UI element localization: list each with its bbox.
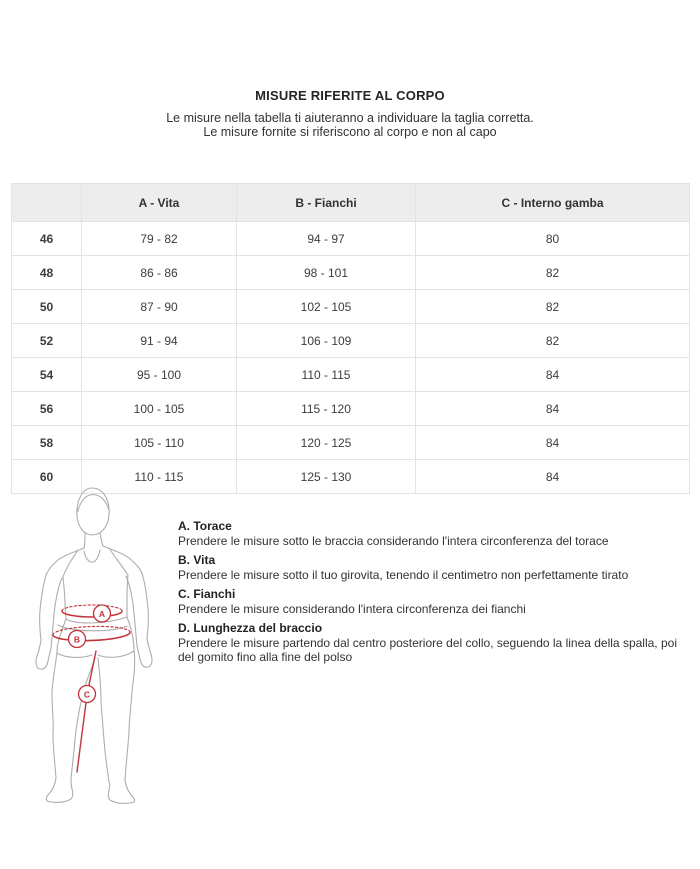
interno-gamba-cell: 82 xyxy=(416,290,690,324)
size-cell: 48 xyxy=(12,256,82,290)
vita-cell: 79 - 82 xyxy=(82,222,237,256)
table-row xyxy=(12,324,690,358)
guide-section-fianchi xyxy=(178,587,694,616)
size-cell: 52 xyxy=(12,324,82,358)
interno-gamba-cell: 82 xyxy=(416,256,690,290)
vita-cell: 100 - 105 xyxy=(82,392,237,426)
table-row xyxy=(12,392,690,426)
size-cell: 46 xyxy=(12,222,82,256)
subtitle-line-1: Le misure nella tabella ti aiuteranno a individuare la taglia corretta. xyxy=(166,111,534,125)
marker-b-label: B xyxy=(73,634,81,645)
guide-text: Prendere le misure considerando l'intera circonferenza dei fianchi xyxy=(178,602,526,616)
column-header-size xyxy=(12,184,82,222)
marker-c-label: C xyxy=(83,689,91,700)
vita-cell: 87 - 90 xyxy=(82,290,237,324)
size-cell: 54 xyxy=(12,358,82,392)
table-row xyxy=(12,256,690,290)
size-cell: 56 xyxy=(12,392,82,426)
page-title-text: MISURE RIFERITE AL CORPO xyxy=(255,88,445,103)
fianchi-cell: 120 - 125 xyxy=(237,426,416,460)
page-title xyxy=(0,88,700,103)
size-cell: 50 xyxy=(12,290,82,324)
page-header xyxy=(0,88,700,139)
size-table xyxy=(11,183,690,494)
fianchi-cell: 102 - 105 xyxy=(237,290,416,324)
interno-gamba-cell: 84 xyxy=(416,358,690,392)
fianchi-cell: 106 - 109 xyxy=(237,324,416,358)
guide-heading: D. Lunghezza del braccio xyxy=(178,621,323,635)
guide-heading: C. Fianchi xyxy=(178,587,236,601)
body-measurement-figure-icon xyxy=(30,482,160,812)
guide-section-vita xyxy=(178,553,694,582)
guide-text: Prendere le misure sotto il tuo girovita, tenendo il centimetro non perfettamente tirato xyxy=(178,568,629,582)
table-row xyxy=(12,222,690,256)
column-header-interno-gamba: C - Interno gamba xyxy=(416,184,690,222)
guide-text: Prendere le misure partendo dal centro posteriore del collo, seguendo la linea della spalla, poi del gomito fino alla fine del polso xyxy=(178,636,677,664)
guide-heading: A. Torace xyxy=(178,519,232,533)
table-row xyxy=(12,426,690,460)
interno-gamba-cell: 84 xyxy=(416,426,690,460)
marker-a-label: A xyxy=(98,608,106,619)
vita-cell: 105 - 110 xyxy=(82,426,237,460)
fianchi-cell: 94 - 97 xyxy=(237,222,416,256)
subtitle-line-2: Le misure fornite si riferiscono al corpo e non al capo xyxy=(203,125,497,139)
waist-ellipse-solid xyxy=(62,608,122,619)
column-header-fianchi: B - Fianchi xyxy=(237,184,416,222)
vita-cell: 95 - 100 xyxy=(82,358,237,392)
interno-gamba-cell: 84 xyxy=(416,460,690,494)
guide-section-lunghezza-braccio xyxy=(178,621,694,664)
size-cell: 60 xyxy=(12,460,82,494)
fianchi-cell: 115 - 120 xyxy=(237,392,416,426)
guide-heading: B. Vita xyxy=(178,553,216,567)
fianchi-cell: 98 - 101 xyxy=(237,256,416,290)
measurement-guide xyxy=(178,519,694,669)
waist-ellipse-dashed xyxy=(62,605,122,611)
interno-gamba-cell: 80 xyxy=(416,222,690,256)
size-cell: 58 xyxy=(12,426,82,460)
vita-cell: 110 - 115 xyxy=(82,460,237,494)
hips-ellipse-solid xyxy=(53,632,130,641)
interno-gamba-cell: 82 xyxy=(416,324,690,358)
vita-cell: 91 - 94 xyxy=(82,324,237,358)
guide-text: Prendere le misure sotto le braccia considerando l'intera circonferenza del torace xyxy=(178,534,609,548)
guide-section-torace xyxy=(178,519,694,548)
column-header-vita: A - Vita xyxy=(82,184,237,222)
inner-leg-line xyxy=(77,651,96,772)
fianchi-cell: 125 - 130 xyxy=(237,460,416,494)
interno-gamba-cell: 84 xyxy=(416,392,690,426)
table-row xyxy=(12,290,690,324)
vita-cell: 86 - 86 xyxy=(82,256,237,290)
fianchi-cell: 110 - 115 xyxy=(237,358,416,392)
table-header-row xyxy=(12,184,690,222)
table-row xyxy=(12,358,690,392)
